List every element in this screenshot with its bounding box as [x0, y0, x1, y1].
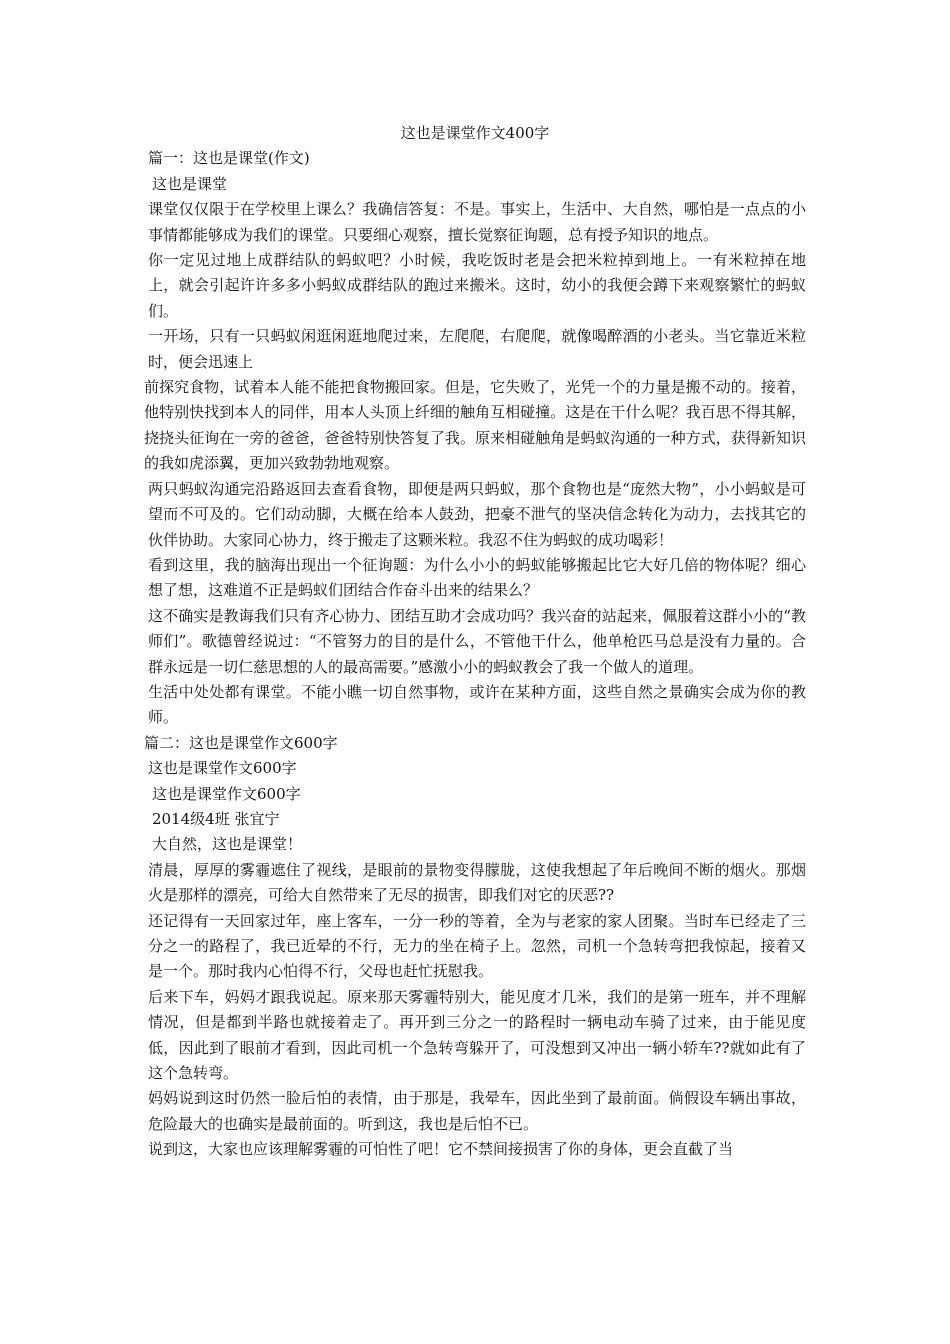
paragraph: 看到这里，我的脑海出现出一个征询题：为什么小小的蚂蚁能够搬起比它大好几倍的物体呢？细心想了想，这难道不正是蚂蚁们团结合作奋斗出来的结果么？: [148, 555, 806, 600]
paragraph: 这也是课堂作文600字: [148, 759, 297, 778]
paragraph: 妈妈说到这时仍然一脸后怕的表情，由于那是，我晕车，因此坐到了最前面。倘假设车辆出事故，危险最大的也确实是最前面的。听到这，我也是后怕不已。: [148, 1089, 806, 1133]
paragraph: 这也是课堂: [152, 174, 228, 193]
paragraph: 这不确实是教诲我们只有齐心协力、团结互助才会成功吗？我兴奋的站起来，佩服着这群小小的“教师们”。歌德曾经说过：“不管努力的目的是什么，不管他干什么，他单枪匹马总是没有力量的。合群永远是一切仁慈思想的人的最高需要。”感激小小的蚂蚁教会了我一个做人的道理。: [148, 606, 806, 676]
paragraph: 你一定见过地上成群结队的蚂蚁吧？小时候，我吃饭时老是会把米粒掉到地上。一有米粒掉在地上，就会引起许许多多小蚂蚁成群结队的跑过来搬米。这时，幼小的我便会蹲下来观察繁忙的蚂蚁们。: [148, 251, 806, 320]
paragraph: 说到这，大家也应该理解雾霾的可怕性了吧！它不禁间接损害了你的身体，更会直截了当: [148, 1140, 734, 1159]
paragraph: 一开场，只有一只蚂蚁闲逛闲逛地爬过来，左爬爬，右爬爬，就像喝醉酒的小老头。当它靠近米粒时，便会迅速上: [148, 327, 806, 371]
paragraph: 后来下车，妈妈才跟我说起。原来那天雾霾特别大，能见度才几米，我们的是第一班车，并不理解情况，但是都到半路也就接着走了。再开到三分之一的路程时一辆电动车骑了过来，由于能见度低，因此到了眼前才看到，因此司机一个急转弯躲开了，可没想到又冲出一辆小轿车??就如此有了这个急转弯。: [148, 987, 806, 1083]
paragraph: 这也是课堂作文600字: [152, 784, 301, 803]
paragraph-list: [144, 146, 806, 1162]
document-title: 这也是课堂作文400字: [400, 124, 550, 142]
paragraph: 课堂仅仅限于在学校里上课么？我确信答复：不是。事实上，生活中、大自然，哪怕是一点点的小事情都能够成为我们的课堂。只要细心观察，擅长觉察征询题，总有授予知识的地点。: [148, 200, 806, 244]
paragraph: 前探究食物，试着本人能不能把食物搬回家。但是，它失败了，光凭一个的力量是搬不动的。接着，他特别快找到本人的同伴，用本人头顶上纤细的触角互相碰撞。这是在干什么呢？我百思不得其解，挠挠头征询在一旁的爸爸，爸爸特别快答复了我。原来相碰触角是蚂蚁沟通的一种方式，获得新知识的我如虎添翼，更加兴致勃勃地观察。: [144, 378, 806, 473]
paragraph: 篇一：这也是课堂(作文): [148, 149, 310, 168]
paragraph: 还记得有一天回家过年，座上客车，一分一秒的等着，全为与老家的家人团聚。当时车已经走了三分之一的路程了，我已近晕的不行，无力的坐在椅子上。忽然，司机一个急转弯把我惊起，接着又是一个。那时我内心怕得不行，父母也赶忙抚慰我。: [148, 911, 806, 981]
paragraph: 篇二：这也是课堂作文600字: [144, 733, 338, 752]
paragraph: 两只蚂蚁沟通完沿路返回去查看食物，即便是两只蚂蚁，那个食物也是“庞然大物”，小小蚂蚁是可望而不可及的。它们动动脚，大概在给本人鼓劲，把豪不泄气的坚决信念转化为动力，去找其它的伙伴协助。大家同心协力，终于搬走了这颗米粒。我忍不住为蚂蚁的成功喝彩！: [148, 479, 806, 549]
paragraph: 2014级4班 张宜宁: [152, 809, 280, 828]
paragraph: 清晨，厚厚的雾霾遮住了视线，是眼前的景物变得朦胧，这使我想起了年后晚间不断的烟火。那烟火是那样的漂亮，可给大自然带来了无尽的损害，即我们对它的厌恶??: [148, 860, 806, 905]
paragraph: 生活中处处都有课堂。不能小瞧一切自然事物，或许在某种方面，这些自然之景确实会成为你的教师。: [148, 682, 806, 727]
document-body: [144, 121, 806, 1163]
paragraph: 大自然，这也是课堂！: [152, 835, 303, 854]
